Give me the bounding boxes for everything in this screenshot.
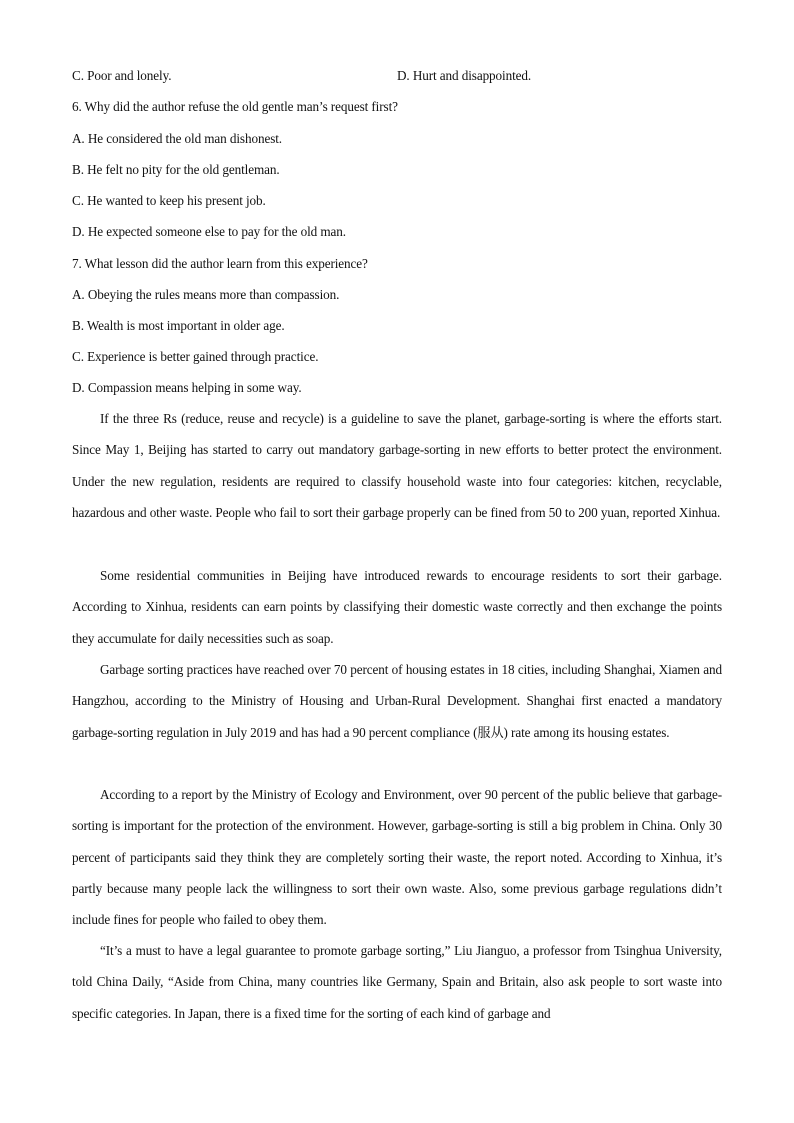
q7-stem: 7. What lesson did the author learn from this experience? [72, 256, 368, 271]
passage-paragraph-3: Garbage sorting practices have reached over 70 percent of housing estates in 18 cities, including Shanghai, Xiamen and Hangzhou, according to the Ministry of Housing and Urban-Rural Development. Shanghai first enacted a mandatory garbage-sorting regulation in July 2019 and has had a 90 percent compliance (服从) rate among its housing estates. [72, 662, 722, 740]
q7-option-a: A. Obeying the rules means more than compassion. [72, 287, 340, 302]
q7-option-c: C. Experience is better gained through practice. [72, 349, 319, 364]
passage-paragraph-5: “It’s a must to have a legal guarantee to promote garbage sorting,” Liu Jianguo, a professor from Tsinghua University, told China Daily, “Aside from China, many countries like Germany, Spain and Britain, also ask people to sort waste into specific categories. In Japan, there is a fixed time for the sorting of each kind of garbage and [72, 943, 722, 1021]
passage-paragraph-4: According to a report by the Ministry of Ecology and Environment, over 90 percent of the public believe that garbage-sorting is important for the protection of the environment. However, garbage-sorting is still a big problem in China. Only 30 percent of participants said they think they are completely sorting their waste, the report noted. According to Xinhua, it’s partly because many people lack the willingness to sort their own waste. Also, some previous garbage regulations didn’t include fines for people who failed to obey them. [72, 787, 722, 928]
passage-paragraph-1: If the three Rs (reduce, reuse and recycle) is a guideline to save the planet, garbage-sorting is where the efforts start. Since May 1, Beijing has started to carry out mandatory garbage-sorting in new efforts to better protect the environment. Under the new regulation, residents are required to classify household waste into four categories: kitchen, recyclable, hazardous and other waste. People who fail to sort their garbage properly can be fined from 50 to 200 yuan, reported Xinhua. [72, 411, 722, 520]
q7-option-d: D. Compassion means helping in some way. [72, 380, 302, 395]
q5-option-c: C. Poor and lonely. [72, 68, 172, 83]
q6-option-b: B. He felt no pity for the old gentleman. [72, 162, 280, 177]
q6-option-a: A. He considered the old man dishonest. [72, 131, 282, 146]
q6-option-c: C. He wanted to keep his present job. [72, 193, 266, 208]
passage-paragraph-2: Some residential communities in Beijing have introduced rewards to encourage residents to sort their garbage. According to Xinhua, residents can earn points by classifying their domestic waste correctly and then exchange the points they accumulate for daily necessities such as soap. [72, 568, 722, 646]
q7-option-b: B. Wealth is most important in older age. [72, 318, 285, 333]
q5-option-d: D. Hurt and disappointed. [397, 68, 532, 83]
q6-option-d: D. He expected someone else to pay for the old man. [72, 224, 346, 239]
q6-stem: 6. Why did the author refuse the old gentle man’s request first? [72, 99, 398, 114]
